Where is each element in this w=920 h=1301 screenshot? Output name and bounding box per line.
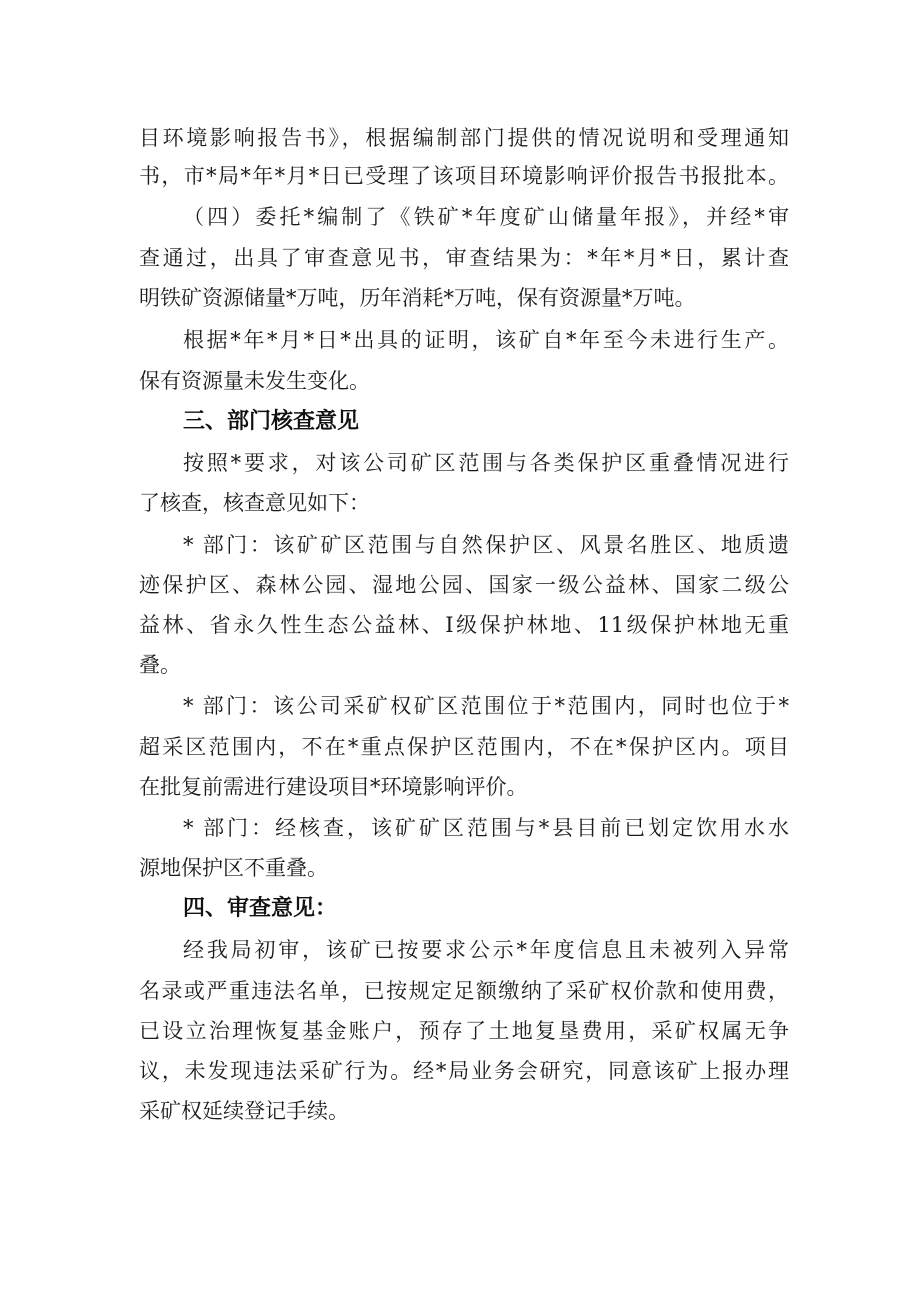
paragraph-line: * 部门：经核查，该矿矿区范围与*县目前已划定饮用水水 xyxy=(183,816,789,840)
paragraph-line: * 部门：该矿矿区范围与自然保护区、风景名胜区、地质遗 xyxy=(183,533,789,557)
paragraph-line: 已设立治理恢复基金账户，预存了土地复垦费用，采矿权属无争 xyxy=(139,1019,789,1043)
paragraph-line: 名录或严重违法名单，已按规定足额缴纳了采矿权价款和使用费， xyxy=(139,979,789,1003)
paragraph-line: 迹保护区、森林公园、湿地公园、国家一级公益林、国家二级公 xyxy=(139,573,789,597)
paragraph-line: 查通过，出具了审查意见书，审查结果为：*年*月*日，累计查 xyxy=(139,246,789,270)
section-heading: 三、部门核查意见 xyxy=(183,409,360,434)
paragraph-line: 按照*要求，对该公司矿区范围与各类保护区重叠情况进行 xyxy=(183,451,789,475)
paragraph-line: 源地保护区不重叠。 xyxy=(139,856,328,880)
paragraph-line: 益林、省永久性生态公益林、I级保护林地、11级保护林地无重 xyxy=(139,613,789,637)
paragraph-line: * 部门：该公司采矿权矿区范围位于*范围内，同时也位于* xyxy=(183,694,789,718)
section-heading: 四、审查意见： xyxy=(183,896,338,921)
paragraph-line: 议，未发现违法采矿行为。经*局业务会研究，同意该矿上报办理 xyxy=(139,1059,789,1083)
paragraph-line: 明铁矿资源储量*万吨，历年消耗*万吨，保有资源量*万吨。 xyxy=(139,286,696,310)
paragraph-line: 保有资源量未发生变化。 xyxy=(139,369,370,393)
paragraph-line: 超采区范围内，不在*重点保护区范围内，不在*保护区内。项目 xyxy=(139,735,789,759)
paragraph-line: 叠。 xyxy=(139,653,181,677)
paragraph-line: 根据*年*月*日*出具的证明，该矿自*年至今未进行生产。 xyxy=(183,328,789,352)
paragraph-line: 目环境影响报告书》，根据编制部门提供的情况说明和受理通知 xyxy=(139,126,789,150)
paragraph-line: 经我局初审，该矿已按要求公示*年度信息且未被列入异常 xyxy=(183,938,789,962)
paragraph-line: 了核查，核查意见如下： xyxy=(139,491,370,515)
paragraph-line: 在批复前需进行建设项目*环境影响评价。 xyxy=(139,775,528,799)
paragraph-line: 采矿权延续登记手续。 xyxy=(139,1099,349,1123)
paragraph-line: 书，市*局*年*月*日已受理了该项目环境影响评价报告书报批本。 xyxy=(139,164,789,188)
paragraph-line: （四）委托*编制了《铁矿*年度矿山储量年报》，并经*审 xyxy=(183,205,789,229)
